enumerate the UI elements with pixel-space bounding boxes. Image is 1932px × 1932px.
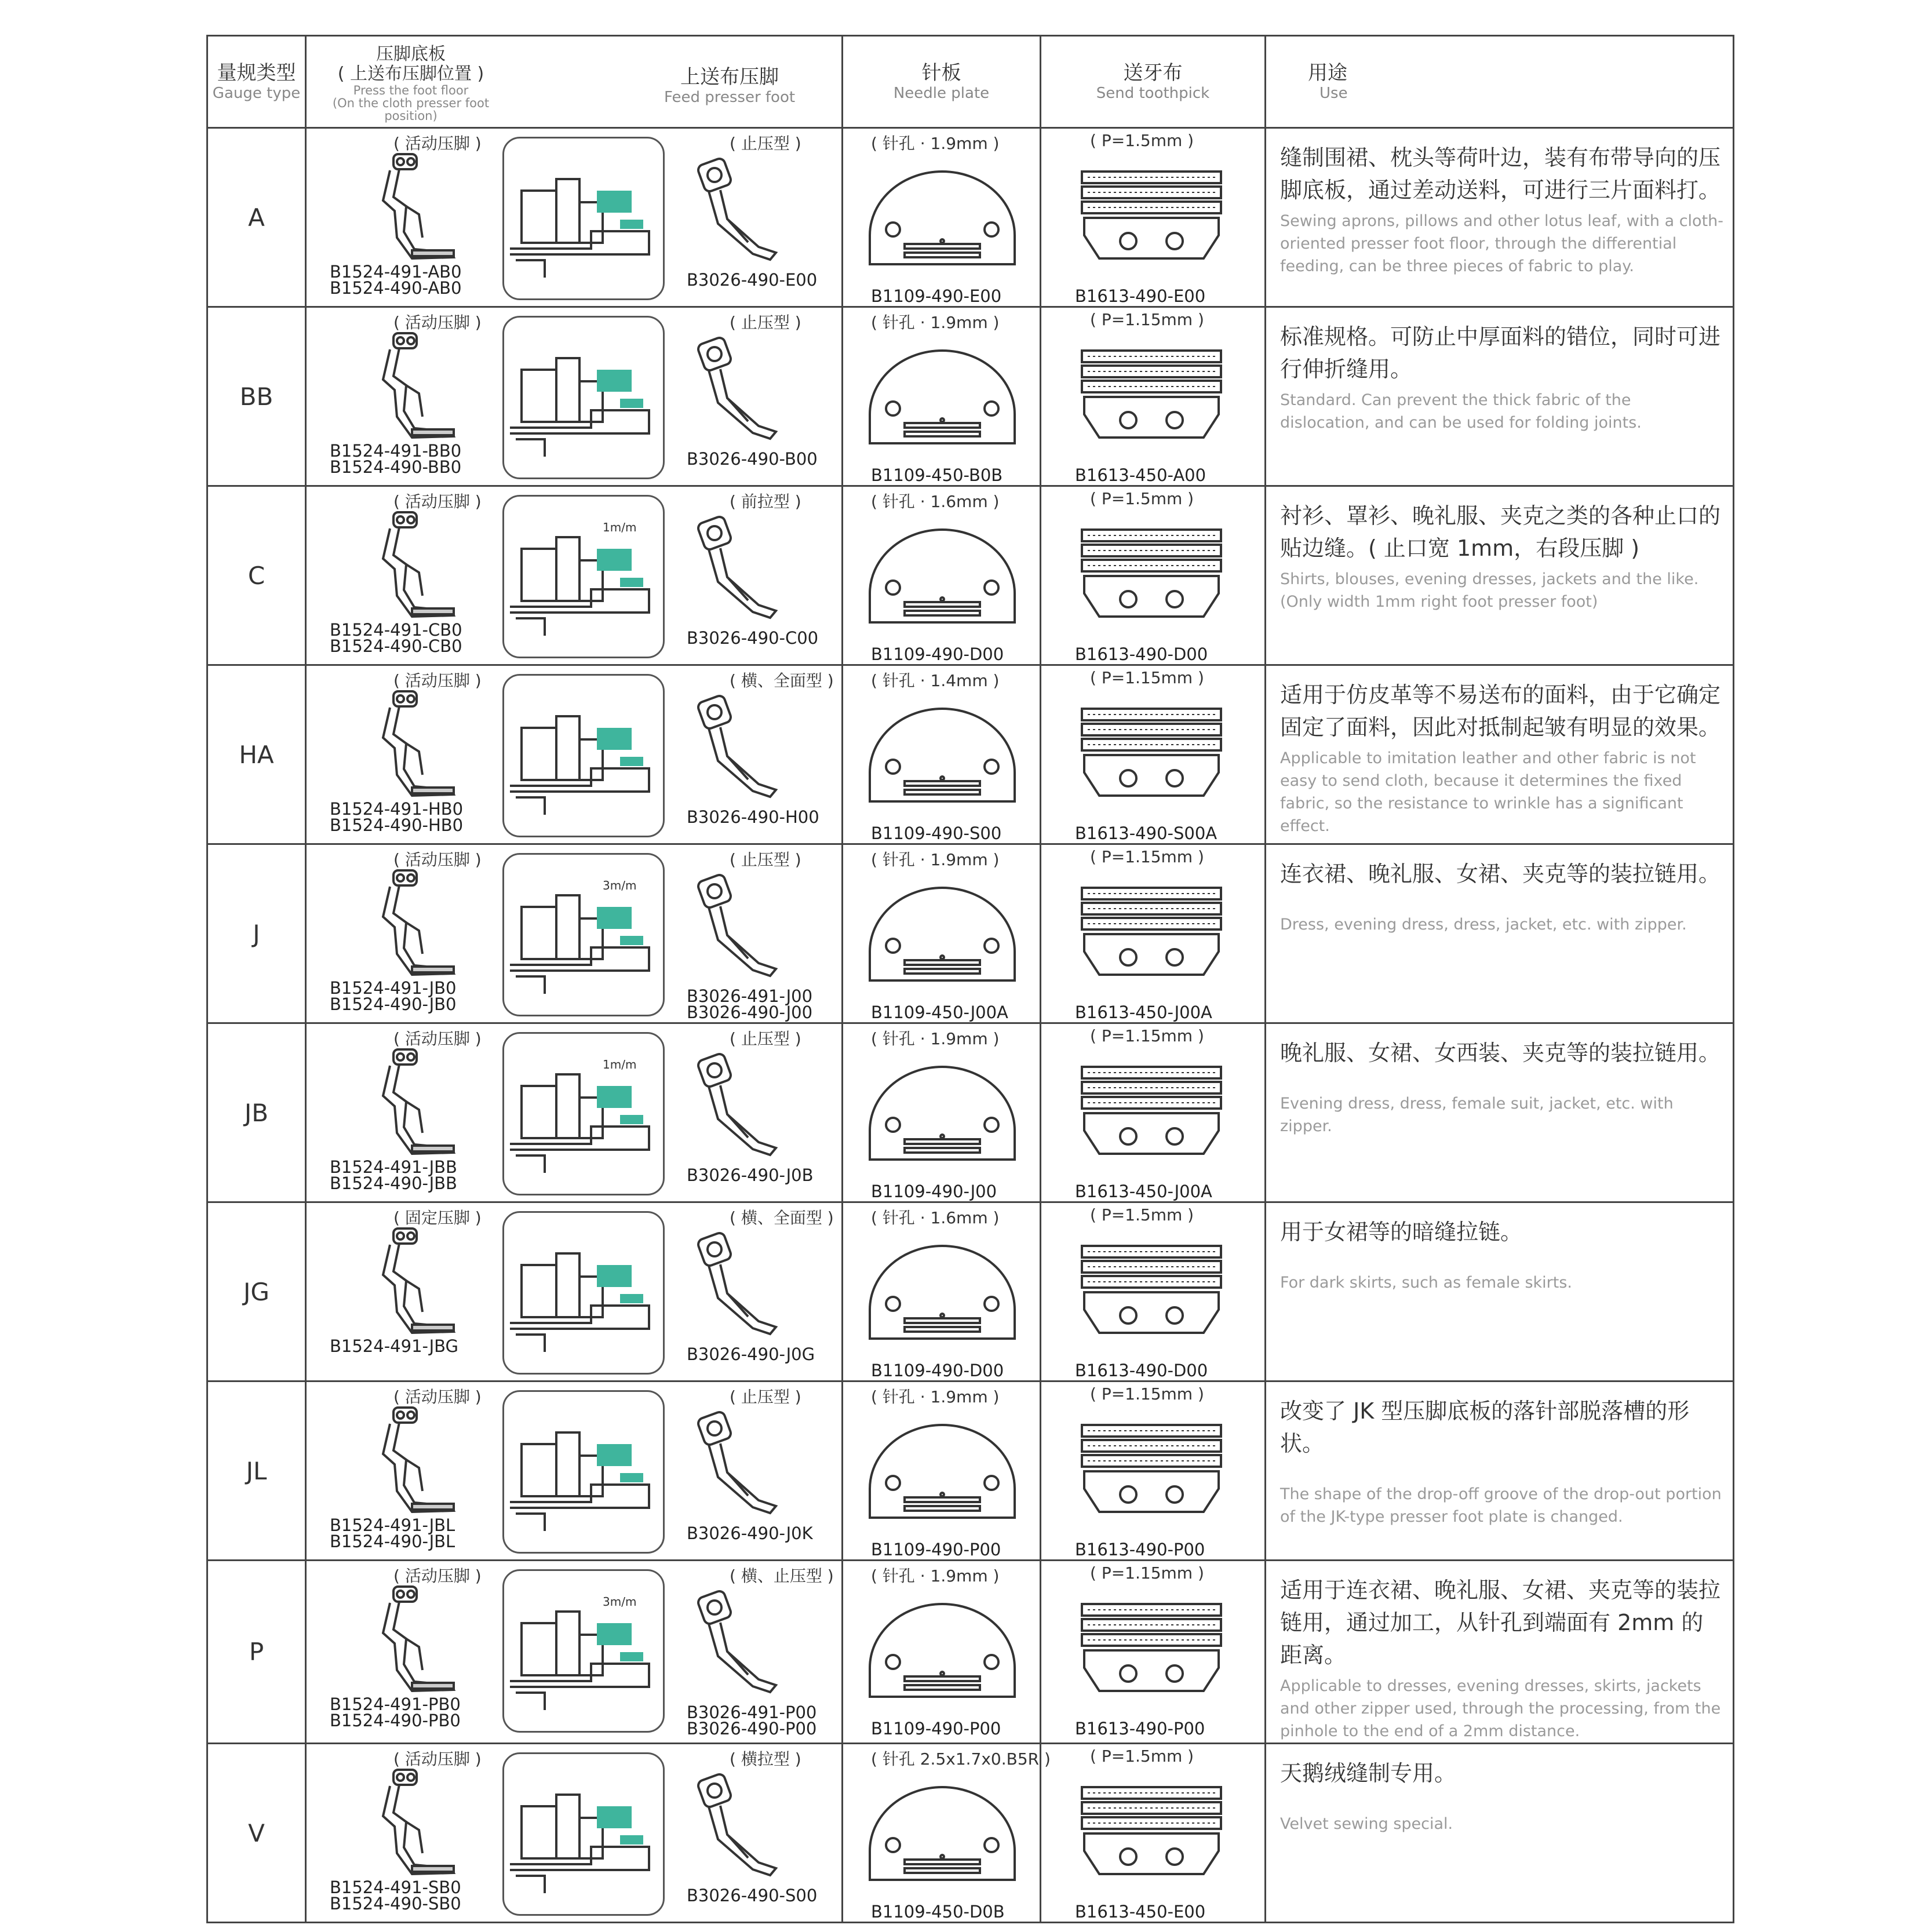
plate-feed-cell xyxy=(306,1744,843,1923)
plate-code-1: B1524-491-CB0 xyxy=(330,620,462,640)
needle-plate-icon xyxy=(858,339,1026,455)
feed-code-1: B3026-490-S00 xyxy=(687,1886,818,1905)
needle-plate-code: B1109-490-D00 xyxy=(871,1361,1004,1380)
gauge-type-label: V xyxy=(248,1818,265,1847)
gauge-type-cell xyxy=(207,1381,306,1561)
use-description-en: Shirts, blouses, evening dresses, jackets and the like. (Only width 1mm right foot presser foot) xyxy=(1280,570,1699,611)
needle-hole-tag: ( 针孔 · 1.6mm ) xyxy=(871,492,1000,511)
send-tooth-cell xyxy=(1041,1202,1266,1381)
presser-plate-icon xyxy=(359,1046,475,1162)
pitch-tag: ( P=1.15mm ) xyxy=(1090,1026,1204,1045)
send-tooth-cell xyxy=(1041,1561,1266,1744)
foot-type-tag: ( 活动压脚 ) xyxy=(393,1387,482,1406)
needle-plate-icon xyxy=(858,697,1026,813)
header-plate-zh2: ( 上送布压脚位置 ) xyxy=(337,64,484,84)
header-use-zh: 用途 xyxy=(1308,61,1347,85)
plate-code-1: B1524-491-PB0 xyxy=(330,1694,461,1714)
header-plate-en: Press the foot floor xyxy=(353,83,469,97)
use-description-zh: 适用于连衣裙、晚礼服、女裙、夹克等的装拉链用，通过加工，从针孔到端面有 2mm 的距离。 xyxy=(1280,1577,1721,1668)
foot-type-tag: ( 活动压脚 ) xyxy=(393,492,482,511)
gauge-spec-sheet xyxy=(206,35,1733,1923)
use-description-en: Velvet sewing special. xyxy=(1280,1815,1453,1833)
needle-plate-code: B1109-450-D0B xyxy=(871,1902,1005,1922)
feed-presser-foot-icon xyxy=(683,1224,816,1340)
send-tooth-code: B1613-490-S00A xyxy=(1075,823,1217,843)
feed-dog-icon xyxy=(1076,160,1233,276)
needle-plate-cell xyxy=(843,1023,1041,1202)
presser-plate-icon xyxy=(359,1583,475,1699)
foot-type-tag: ( 活动压脚 ) xyxy=(393,1029,482,1048)
send-tooth-code: B1613-450-J00A xyxy=(1075,1003,1212,1022)
plate-code-2: B1524-490-PB0 xyxy=(330,1711,461,1730)
table-row xyxy=(207,307,1734,486)
presser-plate-icon xyxy=(359,330,475,446)
gauge-type-label: C xyxy=(247,561,265,590)
needle-plate-code: B1109-490-P00 xyxy=(871,1540,1001,1559)
use-description-en: Sewing aprons, pillows and other lotus leaf, with a cloth-oriented presser foot floor, through the differential feeding, can be three pieces of fabric to play. xyxy=(1280,212,1724,275)
plate-code-1: B1524-491-JBG xyxy=(330,1336,459,1356)
header-needle-zh: 针板 xyxy=(921,61,961,85)
feed-presser-foot-icon xyxy=(683,1045,816,1161)
use-description-en: The shape of the drop-off groove of the drop-out portion of the JK-type presser foot plate is changed. xyxy=(1280,1485,1722,1526)
feed-type-tag: ( 止压型 ) xyxy=(730,1387,801,1406)
plate-feed-cell xyxy=(306,1202,843,1381)
send-tooth-code: B1613-490-D00 xyxy=(1075,1361,1208,1380)
foot-diagram-icon xyxy=(504,676,663,836)
gauge-type-label: P xyxy=(249,1638,264,1666)
needle-plate-code: B1109-490-D00 xyxy=(871,644,1004,664)
plate-feed-cell xyxy=(306,128,843,307)
feed-type-tag: ( 止压型 ) xyxy=(730,1029,801,1048)
table-body xyxy=(207,128,1734,1923)
use-description-zh: 用于女裙等的暗缝拉链。 xyxy=(1280,1219,1523,1245)
send-tooth-code: B1613-490-P00 xyxy=(1075,1719,1205,1738)
use-cell xyxy=(1266,307,1734,486)
feed-dog-icon xyxy=(1076,876,1233,992)
send-tooth-cell xyxy=(1041,844,1266,1023)
diagram-note: 1m/m xyxy=(603,520,637,534)
plate-code-2: B1524-490-JBL xyxy=(330,1532,455,1551)
plate-code-1: B1524-491-HB0 xyxy=(330,799,464,819)
foot-type-tag: ( 固定压脚 ) xyxy=(393,1208,482,1227)
needle-hole-tag: ( 针孔 · 1.9mm ) xyxy=(871,1566,1000,1585)
plate-feed-cell xyxy=(306,1561,843,1744)
needle-plate-icon xyxy=(858,518,1026,634)
plate-diagram xyxy=(502,316,665,479)
feed-dog-icon xyxy=(1076,1055,1233,1171)
gauge-type-label: JG xyxy=(243,1277,269,1306)
table-row xyxy=(207,844,1734,1023)
plate-code-2: B1524-490-JB0 xyxy=(330,994,457,1014)
feed-type-tag: ( 前拉型 ) xyxy=(730,492,801,511)
needle-plate-code: B1109-490-J00 xyxy=(871,1182,997,1201)
use-cell xyxy=(1266,486,1734,665)
feed-presser-foot-icon xyxy=(683,329,816,444)
header-send-zh: 送牙布 xyxy=(1123,61,1183,85)
gauge-type-cell xyxy=(207,1744,306,1923)
use-description-en: Applicable to imitation leather and other fabric is not easy to send cloth, because it determines the fixed fabric, so the resistance to wrinkle has a significant effect. xyxy=(1280,749,1696,835)
foot-diagram-icon xyxy=(504,855,663,1015)
plate-code-1: B1524-491-JBL xyxy=(330,1515,455,1535)
diagram-note: 3m/m xyxy=(603,878,637,892)
feed-code-1: B3026-490-C00 xyxy=(687,628,819,648)
header-feed-en: Feed presser foot xyxy=(664,89,796,106)
plate-code-2: B1524-490-CB0 xyxy=(330,636,462,656)
plate-diagram xyxy=(502,495,665,658)
use-cell xyxy=(1266,128,1734,307)
feed-presser-foot-icon xyxy=(683,508,816,624)
needle-plate-cell xyxy=(843,844,1041,1023)
feed-dog-icon xyxy=(1076,1413,1233,1529)
needle-plate-cell xyxy=(843,665,1041,844)
needle-hole-tag: ( 针孔 2.5x1.7x0.B5R ) xyxy=(871,1749,1051,1769)
foot-diagram-icon xyxy=(504,1571,663,1731)
use-description-en: Dress, evening dress, dress, jacket, etc. with zipper. xyxy=(1280,916,1687,934)
feed-dog-icon xyxy=(1076,1776,1233,1891)
send-tooth-cell xyxy=(1041,1744,1266,1923)
use-description-en: Standard. Can prevent the thick fabric of the dislocation, and can be used for folding joints. xyxy=(1280,391,1642,432)
header-needle-plate xyxy=(843,36,1041,128)
use-description-zh: 天鹅绒缝制专用。 xyxy=(1280,1760,1457,1786)
use-description-zh: 适用于仿皮革等不易送布的面料，由于它确定固定了面料，因此对抵制起皱有明显的效果。 xyxy=(1280,682,1721,740)
feed-presser-foot-icon xyxy=(683,1765,816,1881)
needle-plate-code: B1109-490-E00 xyxy=(871,286,1002,306)
presser-plate-icon xyxy=(359,1766,475,1882)
plate-feed-cell xyxy=(306,844,843,1023)
gauge-type-cell xyxy=(207,1023,306,1202)
gauge-type-label: JL xyxy=(246,1456,267,1485)
send-tooth-code: B1613-490-E00 xyxy=(1075,286,1206,306)
table-row xyxy=(207,128,1734,307)
plate-code-1: B1524-491-AB0 xyxy=(330,262,462,282)
send-tooth-code: B1613-450-J00A xyxy=(1075,1182,1212,1201)
use-cell xyxy=(1266,1381,1734,1561)
gauge-type-label: HA xyxy=(239,740,274,769)
diagram-note: 1m/m xyxy=(603,1058,637,1071)
foot-type-tag: ( 活动压脚 ) xyxy=(393,1749,482,1769)
needle-plate-cell xyxy=(843,307,1041,486)
foot-diagram-icon xyxy=(504,1034,663,1194)
presser-plate-icon xyxy=(359,1225,475,1341)
feed-dog-icon xyxy=(1076,1234,1233,1350)
foot-diagram-icon xyxy=(504,138,663,298)
feed-presser-foot-icon xyxy=(683,1582,816,1698)
plate-diagram xyxy=(502,853,665,1016)
needle-plate-cell xyxy=(843,1744,1051,1923)
pitch-tag: ( P=1.15mm ) xyxy=(1090,1563,1204,1583)
plate-diagram xyxy=(502,1569,665,1733)
use-cell xyxy=(1266,1202,1734,1381)
header-send-tooth xyxy=(1041,36,1266,128)
send-tooth-code: B1613-490-D00 xyxy=(1075,644,1208,664)
gauge-type-cell xyxy=(207,486,306,665)
pitch-tag: ( P=1.15mm ) xyxy=(1090,668,1204,687)
diagram-note: 3m/m xyxy=(603,1595,637,1609)
needle-plate-cell xyxy=(843,486,1041,665)
feed-presser-foot-icon xyxy=(683,1403,816,1519)
feed-dog-icon xyxy=(1076,339,1233,455)
foot-diagram-icon xyxy=(504,318,663,477)
needle-plate-code: B1109-490-P00 xyxy=(871,1719,1001,1738)
table-row xyxy=(207,1381,1734,1561)
feed-code-1: B3026-491-P00 xyxy=(687,1703,817,1722)
use-description-en: Applicable to dresses, evening dresses, skirts, jackets and other zipper used, through the processing, from the pinhole to the end of a 2mm distance. xyxy=(1280,1677,1721,1740)
use-cell xyxy=(1266,1561,1734,1744)
header-gauge-zh: 量规类型 xyxy=(217,61,296,85)
plate-code-2: B1524-490-SB0 xyxy=(330,1894,461,1913)
plate-feed-cell xyxy=(306,1381,843,1561)
feed-code-1: B3026-490-H00 xyxy=(687,807,819,827)
needle-hole-tag: ( 针孔 · 1.6mm ) xyxy=(871,1208,1000,1227)
feed-type-tag: ( 横、全面型 ) xyxy=(730,671,834,690)
needle-hole-tag: ( 针孔 · 1.9mm ) xyxy=(871,1029,1000,1048)
use-cell xyxy=(1266,1023,1734,1202)
use-description-zh: 缝制围裙、枕头等荷叶边，装有布带导向的压脚底板，通过差动送料，可进行三片面料打。 xyxy=(1280,145,1721,203)
header-plate-feed xyxy=(306,36,843,128)
presser-plate-icon xyxy=(359,688,475,804)
gauge-type-label: J xyxy=(253,919,260,948)
send-tooth-cell xyxy=(1041,1023,1266,1202)
table-row xyxy=(207,1744,1734,1923)
use-description-zh: 晚礼服、女裙、女西装、夹克等的装拉链用。 xyxy=(1280,1040,1721,1066)
presser-plate-icon xyxy=(359,1404,475,1520)
header-gauge-type xyxy=(207,36,306,128)
send-tooth-code: B1613-450-E00 xyxy=(1075,1902,1206,1922)
plate-feed-cell xyxy=(306,665,843,844)
header-feed xyxy=(619,65,840,106)
needle-plate-cell xyxy=(843,1561,1041,1744)
foot-type-tag: ( 活动压脚 ) xyxy=(393,134,482,153)
feed-type-tag: ( 横、全面型 ) xyxy=(730,1208,834,1227)
needle-hole-tag: ( 针孔 · 1.4mm ) xyxy=(871,671,1000,690)
needle-hole-tag: ( 针孔 · 1.9mm ) xyxy=(871,313,1000,332)
use-description-zh: 改变了 JK 型压脚底板的落针部脱落槽的形状。 xyxy=(1280,1398,1690,1456)
presser-plate-icon xyxy=(359,867,475,983)
pitch-tag: ( P=1.5mm ) xyxy=(1090,131,1194,150)
plate-feed-cell xyxy=(306,486,843,665)
table-row xyxy=(207,665,1734,844)
header-plate-en2: (On the cloth presser foot position) xyxy=(332,96,490,123)
header-feed-zh: 上送布压脚 xyxy=(680,65,779,89)
header-row xyxy=(207,36,1734,128)
gauge-type-cell xyxy=(207,307,306,486)
pitch-tag: ( P=1.5mm ) xyxy=(1090,1747,1194,1766)
plate-code-1: B1524-491-JBB xyxy=(330,1157,457,1177)
use-description-zh: 连衣裙、晚礼服、女裙、夹克等的装拉链用。 xyxy=(1280,861,1721,887)
needle-plate-code: B1109-450-B0B xyxy=(871,465,1003,485)
use-cell xyxy=(1266,844,1734,1023)
table-row xyxy=(207,486,1734,665)
feed-presser-foot-icon xyxy=(683,150,816,265)
feed-type-tag: ( 横拉型 ) xyxy=(730,1749,801,1769)
feed-code-2: B3026-490-J00 xyxy=(687,1003,813,1022)
table-row xyxy=(207,1023,1734,1202)
gauge-type-cell xyxy=(207,128,306,307)
needle-plate-icon xyxy=(858,1234,1026,1350)
header-plate-zh: 压脚底板 xyxy=(376,44,446,64)
gauge-type-cell xyxy=(207,1561,306,1744)
foot-diagram-icon xyxy=(504,1392,663,1552)
needle-plate-icon xyxy=(858,876,1026,992)
presser-plate-icon xyxy=(359,151,475,267)
needle-plate-cell xyxy=(843,1202,1041,1381)
needle-hole-tag: ( 针孔 · 1.9mm ) xyxy=(871,134,1000,153)
pitch-tag: ( P=1.15mm ) xyxy=(1090,310,1204,329)
send-tooth-cell xyxy=(1041,307,1266,486)
feed-dog-icon xyxy=(1076,1592,1233,1708)
plate-diagram xyxy=(502,137,665,300)
send-tooth-code: B1613-490-P00 xyxy=(1075,1540,1205,1559)
plate-code-1: B1524-491-BB0 xyxy=(330,441,462,461)
use-description-en: For dark skirts, such as female skirts. xyxy=(1280,1274,1573,1292)
gauge-type-cell xyxy=(207,1202,306,1381)
plate-code-1: B1524-491-SB0 xyxy=(330,1878,461,1897)
needle-plate-code: B1109-450-J00A xyxy=(871,1003,1008,1022)
send-tooth-code: B1613-450-A00 xyxy=(1075,465,1206,485)
feed-code-1: B3026-490-J0G xyxy=(687,1344,815,1364)
plate-code-2: B1524-490-AB0 xyxy=(330,278,462,298)
plate-code-2: B1524-490-HB0 xyxy=(330,815,464,835)
plate-feed-cell xyxy=(306,307,843,486)
needle-plate-icon xyxy=(858,160,1026,276)
foot-type-tag: ( 活动压脚 ) xyxy=(393,313,482,332)
header-plate xyxy=(307,45,515,122)
plate-diagram xyxy=(502,1211,665,1375)
use-description-en: Evening dress, dress, female suit, jacket, etc. with zipper. xyxy=(1280,1095,1674,1135)
plate-feed-cell xyxy=(306,1023,843,1202)
needle-plate-icon xyxy=(858,1413,1026,1529)
gauge-table xyxy=(206,35,1734,1923)
feed-presser-foot-icon xyxy=(683,866,816,982)
use-cell xyxy=(1266,1744,1734,1923)
header-gauge-en: Gauge type xyxy=(212,85,301,102)
foot-type-tag: ( 活动压脚 ) xyxy=(393,1566,482,1585)
plate-diagram xyxy=(502,1752,665,1916)
feed-code-1: B3026-490-B00 xyxy=(687,449,818,469)
pitch-tag: ( P=1.15mm ) xyxy=(1090,1384,1204,1404)
feed-type-tag: ( 止压型 ) xyxy=(730,134,801,153)
plate-code-2: B1524-490-JBB xyxy=(330,1173,457,1193)
needle-hole-tag: ( 针孔 · 1.9mm ) xyxy=(871,1387,1000,1406)
plate-diagram xyxy=(502,1390,665,1554)
header-use xyxy=(1266,36,1734,128)
table-row xyxy=(207,1202,1734,1381)
send-tooth-cell xyxy=(1041,128,1266,307)
gauge-type-label: BB xyxy=(239,382,274,411)
feed-type-tag: ( 止压型 ) xyxy=(730,850,801,869)
send-tooth-cell xyxy=(1041,665,1266,844)
needle-plate-cell xyxy=(843,128,1041,307)
needle-plate-icon xyxy=(858,1776,1026,1891)
feed-dog-icon xyxy=(1076,518,1233,634)
header-send-en: Send toothpick xyxy=(1096,85,1210,102)
send-tooth-cell xyxy=(1041,486,1266,665)
header-needle-en: Needle plate xyxy=(893,85,990,102)
use-description-zh: 标准规格。可防止中厚面料的错位，同时可进行伸折缝用。 xyxy=(1280,324,1721,382)
feed-type-tag: ( 横、止压型 ) xyxy=(730,1566,834,1585)
feed-code-2: B3026-490-P00 xyxy=(687,1719,817,1738)
header-use-en: Use xyxy=(1319,85,1348,102)
foot-type-tag: ( 活动压脚 ) xyxy=(393,850,482,869)
pitch-tag: ( P=1.5mm ) xyxy=(1090,489,1194,508)
pitch-tag: ( P=1.5mm ) xyxy=(1090,1205,1194,1224)
feed-code-1: B3026-490-E00 xyxy=(687,270,818,290)
feed-dog-icon xyxy=(1076,697,1233,813)
needle-plate-icon xyxy=(858,1055,1026,1171)
presser-plate-icon xyxy=(359,509,475,625)
needle-plate-icon xyxy=(858,1592,1026,1708)
gauge-type-cell xyxy=(207,844,306,1023)
feed-type-tag: ( 止压型 ) xyxy=(730,313,801,332)
needle-hole-tag: ( 针孔 · 1.9mm ) xyxy=(871,850,1000,869)
foot-diagram-icon xyxy=(504,1213,663,1373)
foot-diagram-icon xyxy=(504,1754,663,1914)
plate-diagram xyxy=(502,674,665,837)
use-cell xyxy=(1266,665,1734,844)
use-description-zh: 衬衫、罩衫、晚礼服、夹克之类的各种止口的贴边缝。( 止口宽 1mm，右段压脚 ) xyxy=(1280,503,1721,561)
gauge-type-label: A xyxy=(248,203,265,232)
feed-presser-foot-icon xyxy=(683,687,816,803)
foot-type-tag: ( 活动压脚 ) xyxy=(393,671,482,690)
feed-code-1: B3026-490-J0B xyxy=(687,1165,814,1185)
needle-plate-code: B1109-490-S00 xyxy=(871,823,1002,843)
plate-diagram xyxy=(502,1032,665,1195)
pitch-tag: ( P=1.15mm ) xyxy=(1090,847,1204,866)
table-row xyxy=(207,1561,1734,1744)
foot-diagram-icon xyxy=(504,497,663,657)
feed-code-1: B3026-491-J00 xyxy=(687,986,813,1006)
gauge-type-cell xyxy=(207,665,306,844)
gauge-type-label: JB xyxy=(244,1098,269,1127)
plate-code-2: B1524-490-BB0 xyxy=(330,457,462,477)
send-tooth-cell xyxy=(1041,1381,1266,1561)
plate-code-1: B1524-491-JB0 xyxy=(330,978,457,998)
needle-plate-cell xyxy=(843,1381,1041,1561)
feed-code-1: B3026-490-J0K xyxy=(687,1523,813,1543)
